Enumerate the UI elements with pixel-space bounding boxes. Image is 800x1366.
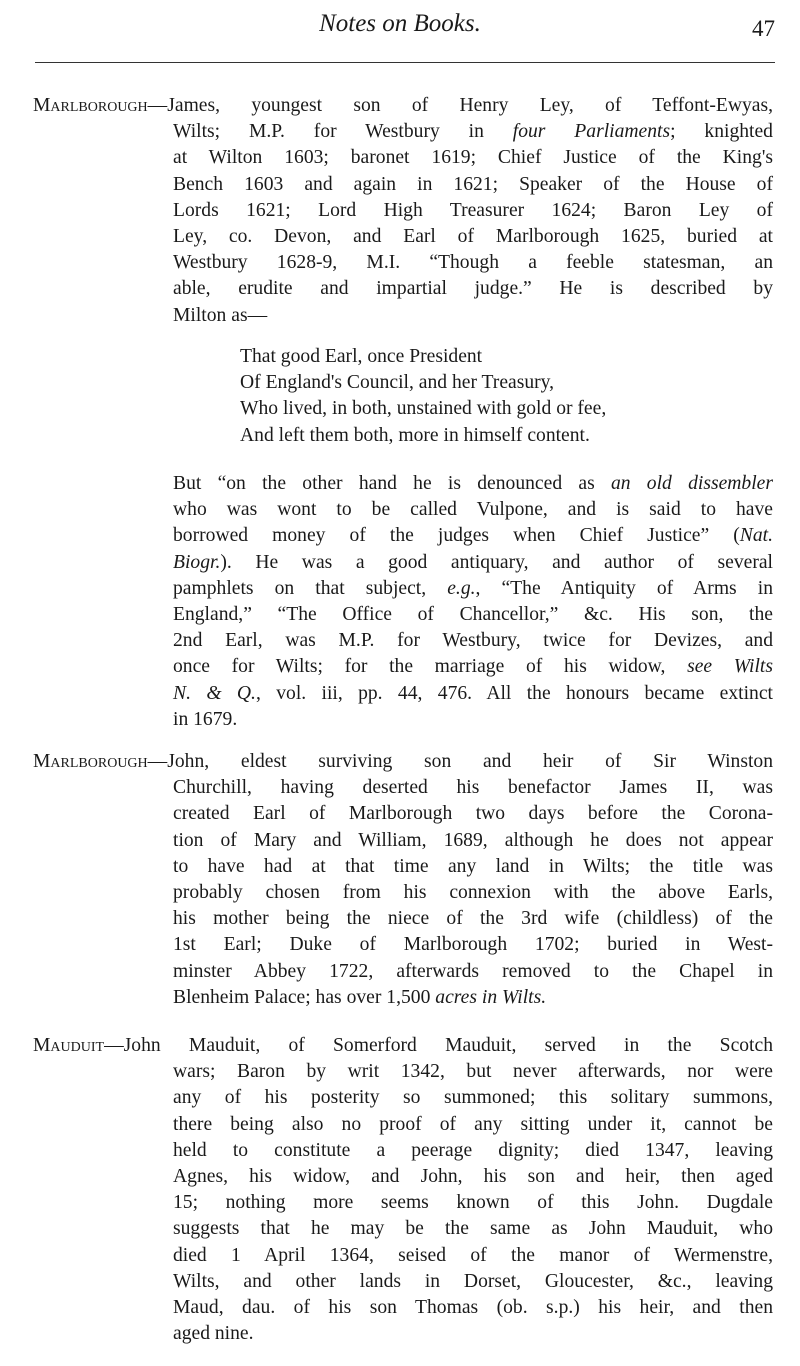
text-segment: once for Wilts; for the marriage of his widow, bbox=[173, 656, 688, 678]
text-line: Bench 1603 and again in 1621; Speaker of the House of bbox=[173, 173, 773, 195]
text-segment: , “The Antiquity of Arms in bbox=[475, 577, 773, 599]
paragraph bbox=[173, 471, 773, 733]
glossary-entry bbox=[33, 93, 773, 329]
entry-headword: Marlborough bbox=[33, 751, 148, 772]
text-line bbox=[33, 749, 773, 775]
text-line bbox=[173, 523, 773, 549]
text-segment: —James, youngest son of Henry Ley, of Teffont-Ewyas, bbox=[147, 95, 773, 116]
italic-text: N. & Q. bbox=[173, 682, 256, 704]
text-segment: ). He was a good antiquary, and author of several bbox=[220, 551, 773, 573]
italic-text: four Parliaments bbox=[512, 121, 671, 143]
text-segment: Wilts; M.P. for Westbury in bbox=[173, 121, 513, 143]
text-line: Wilts, and other lands in Dorset, Gloucester, &c., leaving bbox=[173, 1270, 773, 1292]
text-line: created Earl of Marlborough two days before the Corona- bbox=[173, 803, 773, 825]
text-line: minster Abbey 1722, afterwards removed to the Chapel in bbox=[173, 960, 773, 982]
running-header-title: Notes on Books. bbox=[319, 10, 481, 37]
italic-text: see Wilts bbox=[687, 656, 773, 678]
text-line: Milton as— bbox=[173, 304, 268, 326]
text-line bbox=[173, 985, 773, 1011]
text-line bbox=[33, 1033, 773, 1059]
text-line bbox=[173, 550, 773, 576]
text-line: Lords 1621; Lord High Treasurer 1624; Baron Ley of bbox=[173, 199, 773, 221]
italic-text: acres in Wilts. bbox=[435, 986, 547, 1008]
entry-headword: Mauduit bbox=[33, 1035, 105, 1056]
text-line: in 1679. bbox=[173, 708, 238, 730]
text-line: able, erudite and impartial judge.” He is described by bbox=[173, 278, 773, 300]
text-line: who was wont to be called Vulpone, and is said to have bbox=[173, 499, 773, 521]
glossary-entry bbox=[33, 1033, 773, 1347]
text-line bbox=[173, 119, 773, 145]
text-line: That good Earl, once President bbox=[240, 346, 483, 367]
text-line: 15; nothing more seems known of this John. Dugdale bbox=[173, 1192, 773, 1214]
text-line: there being also no proof of any sitting under it, cannot be bbox=[173, 1113, 773, 1135]
text-line: And left them both, more in himself content. bbox=[240, 424, 590, 446]
text-line: held to constitute a peerage dignity; died 1347, leaving bbox=[173, 1139, 773, 1161]
text-line: probably chosen from his connexion with the above Earls, bbox=[173, 882, 773, 904]
text-segment: Blenheim Palace; has over 1,500 bbox=[173, 986, 436, 1008]
text-line: any of his posterity so summoned; this solitary summons, bbox=[173, 1087, 773, 1109]
italic-text: Nat. bbox=[739, 525, 773, 547]
header-rule bbox=[35, 62, 775, 63]
glossary-entry bbox=[33, 749, 773, 1011]
text-line: wars; Baron by writ 1342, but never afterwards, nor were bbox=[173, 1061, 773, 1083]
text-segment: pamphlets on that subject, bbox=[173, 577, 448, 599]
text-line: aged nine. bbox=[173, 1323, 254, 1345]
italic-text: an old dissembler bbox=[610, 473, 773, 494]
text-segment: borrowed money of the judges when Chief Justice” ( bbox=[173, 525, 740, 547]
text-line: his mother being the niece of the 3rd wife (childless) of the bbox=[173, 908, 773, 930]
text-line: Who lived, in both, unstained with gold or fee, bbox=[240, 398, 607, 420]
text-line: died 1 April 1364, seised of the manor of Wermenstre, bbox=[173, 1244, 773, 1266]
text-line: Westbury 1628-9, M.I. “Though a feeble statesman, an bbox=[173, 252, 773, 274]
text-line: England,” “The Office of Chancellor,” &c. His son, the bbox=[173, 604, 773, 626]
text-segment: ; knighted bbox=[670, 121, 773, 143]
text-line bbox=[173, 654, 773, 680]
text-line: Ley, co. Devon, and Earl of Marlborough 1625, buried at bbox=[173, 226, 773, 248]
text-line bbox=[173, 471, 773, 497]
text-segment: —John Mauduit, of Somerford Mauduit, served in the Scotch bbox=[104, 1035, 773, 1056]
text-line: at Wilton 1603; baronet 1619; Chief Justice of the King's bbox=[173, 147, 773, 169]
text-line: to have had at that time any land in Wilts; the title was bbox=[173, 855, 773, 877]
italic-text: Biogr. bbox=[173, 551, 221, 573]
text-segment: But “on the other hand he is denounced as bbox=[173, 473, 611, 494]
text-line bbox=[33, 93, 773, 119]
italic-text: e.g. bbox=[447, 577, 476, 599]
text-line: tion of Mary and William, 1689, although he does not appear bbox=[173, 829, 773, 851]
text-line: Of England's Council, and her Treasury, bbox=[240, 372, 555, 394]
text-line bbox=[173, 576, 773, 602]
text-line bbox=[173, 681, 773, 707]
text-line: Maud, dau. of his son Thomas (ob. s.p.) his heir, and then bbox=[173, 1297, 773, 1319]
text-segment: —John, eldest surviving son and heir of Sir Winston bbox=[147, 751, 773, 772]
entry-headword: Marlborough bbox=[33, 95, 148, 116]
page-number: 47 bbox=[752, 16, 775, 41]
verse-quotation bbox=[240, 344, 760, 449]
text-line: Agnes, his widow, and John, his son and heir, then aged bbox=[173, 1166, 773, 1188]
text-line: Churchill, having deserted his benefactor James II, was bbox=[173, 777, 773, 799]
text-line: suggests that he may be the same as John Mauduit, who bbox=[173, 1218, 773, 1240]
text-line: 1st Earl; Duke of Marlborough 1702; buried in West- bbox=[173, 934, 773, 956]
text-line: 2nd Earl, was M.P. for Westbury, twice for Devizes, and bbox=[173, 630, 773, 652]
text-segment: , vol. iii, pp. 44, 476. All the honours became extinct bbox=[255, 682, 773, 704]
